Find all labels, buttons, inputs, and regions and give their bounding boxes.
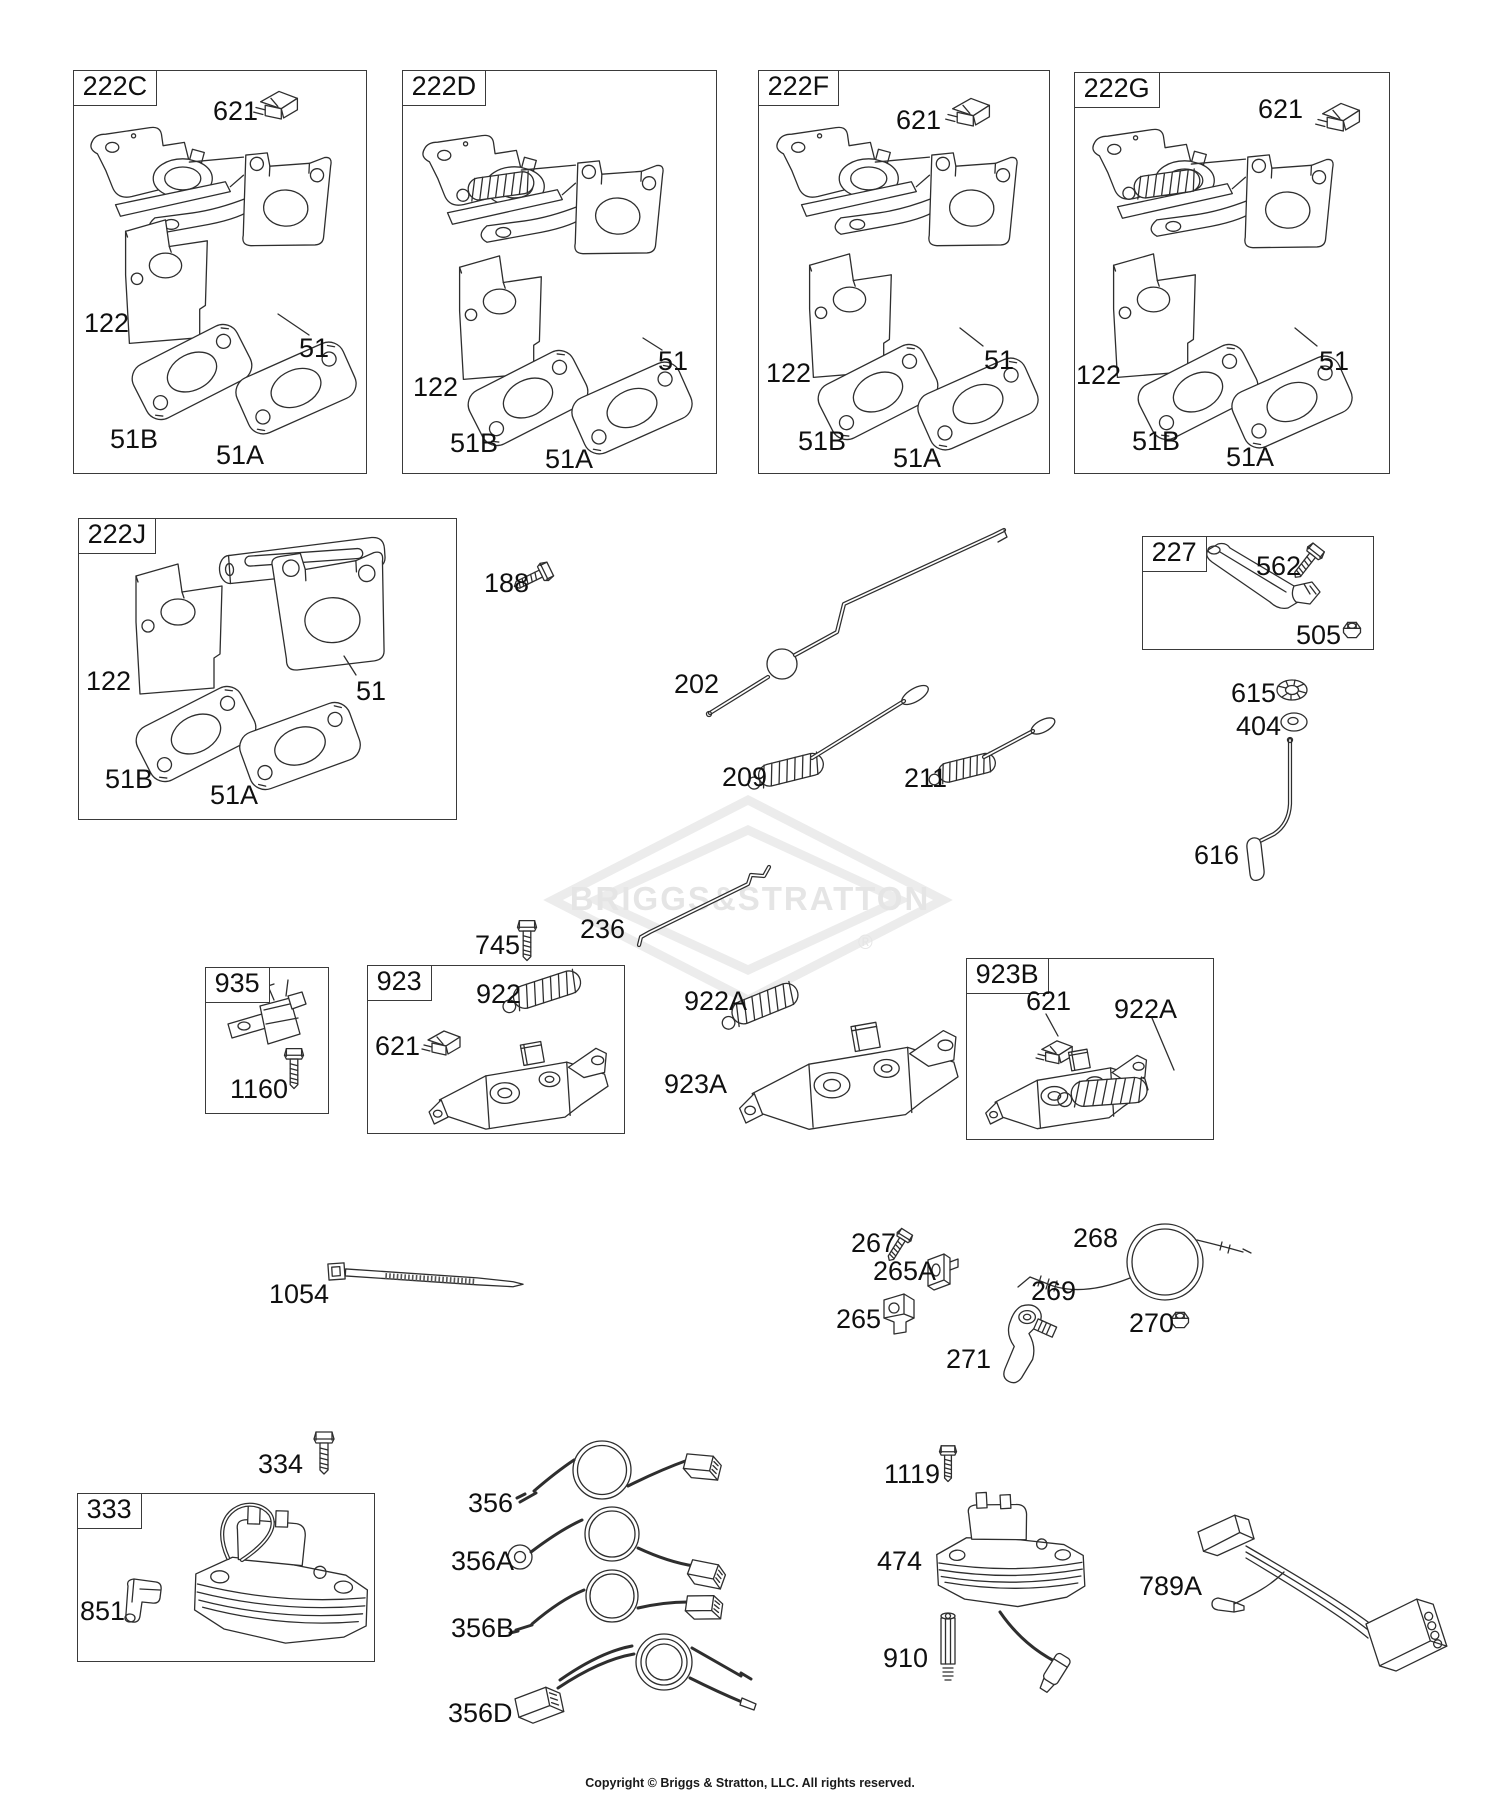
armature-474-lead — [1000, 1612, 1058, 1663]
callout-333-851: 851 — [80, 1596, 126, 1626]
callout-227-505: 505 — [1296, 620, 1342, 650]
wire-356B-connector — [684, 1592, 723, 1623]
stop-wire-356B — [532, 1590, 584, 1624]
callout-265: 265 — [836, 1304, 882, 1334]
callout-271: 271 — [946, 1344, 992, 1374]
callout-222f-621: 621 — [896, 105, 942, 135]
group-label-923B: 923B — [966, 958, 1049, 995]
link-202-loop — [767, 649, 797, 679]
callout-923-922: 922 — [476, 979, 522, 1009]
callout-1119: 1119 — [884, 1459, 941, 1489]
callout-923-621: 621 — [375, 1031, 421, 1061]
wire-356A-connector — [685, 1556, 728, 1593]
callout-404: 404 — [1236, 711, 1282, 741]
group-box-923B — [966, 958, 1214, 1140]
callout-236: 236 — [580, 914, 626, 944]
group-box-222D — [402, 70, 717, 474]
group-box-222G — [1074, 72, 1390, 474]
callout-789a: 789A — [1139, 1571, 1203, 1601]
group-label-333: 333 — [77, 1493, 142, 1530]
callout-222g-51a: 51A — [1226, 442, 1275, 472]
group-label-227: 227 — [1142, 536, 1207, 573]
callout-356: 356 — [468, 1488, 514, 1518]
armature-474-boot — [1037, 1652, 1072, 1694]
group-box-333 — [77, 1493, 375, 1662]
callout-356a: 356A — [451, 1546, 515, 1576]
casing-clamp-265 — [884, 1294, 914, 1334]
callout-188: 188 — [484, 568, 530, 598]
callout-222d-122: 122 — [413, 372, 459, 402]
control-lever-271 — [1004, 1305, 1057, 1383]
callout-222c-51a: 51A — [216, 440, 265, 470]
callout-923b-922a: 922A — [1114, 994, 1178, 1024]
callout-615: 615 — [1231, 678, 1277, 708]
callout-211: 211 — [904, 763, 948, 793]
callout-209: 209 — [722, 762, 768, 792]
screw-745 — [518, 921, 537, 961]
stop-wire-356 — [534, 1460, 574, 1491]
callout-356d: 356D — [448, 1698, 513, 1728]
choke-lever-616 — [1260, 740, 1290, 841]
group-label-935: 935 — [205, 967, 270, 1004]
lock-washer-615 — [1277, 680, 1307, 700]
washer-404 — [1281, 713, 1307, 731]
callout-356b: 356B — [451, 1613, 515, 1643]
callout-222g-122: 122 — [1076, 360, 1122, 390]
callout-222g-51b: 51B — [1132, 426, 1181, 456]
standoff-910 — [941, 1613, 955, 1680]
callout-923b-621: 621 — [1026, 986, 1072, 1016]
wiring-harness-789A — [1196, 1512, 1449, 1675]
callout-616: 616 — [1194, 840, 1240, 870]
cable-tie-1054 — [327, 1262, 524, 1290]
callout-222g-621: 621 — [1258, 94, 1304, 124]
callout-269: 269 — [1031, 1276, 1077, 1306]
callout-222c-621: 621 — [213, 96, 259, 126]
group-label-923: 923 — [367, 965, 432, 1002]
copyright-notice: Copyright © Briggs & Stratton, LLC. All rights reserved. — [585, 1776, 915, 1790]
callout-222d-51: 51 — [658, 346, 689, 376]
callout-222d-51a: 51A — [545, 444, 594, 474]
ignition-armature-474 — [934, 1488, 1086, 1611]
callout-474: 474 — [877, 1546, 923, 1576]
registered-trademark-icon: ® — [858, 932, 873, 954]
group-label-222D: 222D — [402, 70, 487, 107]
callout-222f-51b: 51B — [798, 426, 847, 456]
wire-356-connector — [682, 1450, 723, 1484]
screw-1119 — [940, 1446, 957, 1482]
group-box-222C — [73, 70, 367, 474]
callout-745: 745 — [475, 930, 521, 960]
callout-923a-922a: 922A — [684, 986, 748, 1016]
watermark-brand-text: BRIGGS&STRATTON — [569, 880, 931, 917]
group-label-222G: 222G — [1074, 72, 1160, 109]
callout-935-1160: 1160 — [230, 1074, 289, 1104]
callout-923a: 923A — [664, 1069, 728, 1099]
callout-222j-51: 51 — [356, 676, 387, 706]
callout-1054: 1054 — [269, 1279, 330, 1309]
group-label-222C: 222C — [73, 70, 158, 107]
callout-222c-51: 51 — [299, 333, 330, 363]
stop-wire-356D — [558, 1646, 634, 1688]
group-label-222F: 222F — [758, 70, 840, 107]
callout-222j-122: 122 — [86, 666, 132, 696]
wire-356D-connector — [514, 1685, 565, 1726]
callout-227-562: 562 — [1256, 551, 1302, 581]
control-cable-268 — [1127, 1224, 1203, 1300]
group-label-222J: 222J — [78, 518, 157, 555]
callout-267: 267 — [851, 1228, 897, 1258]
callout-270: 270 — [1129, 1308, 1175, 1338]
callout-222d-51b: 51B — [450, 428, 499, 458]
control-bracket-assembly-923A — [740, 1022, 958, 1129]
callout-334: 334 — [258, 1449, 304, 1479]
callout-222c-51b: 51B — [110, 424, 159, 454]
callout-265a: 265A — [873, 1256, 937, 1286]
callout-222f-122: 122 — [766, 358, 812, 388]
callout-222j-51a: 51A — [210, 780, 259, 810]
callout-222f-51a: 51A — [893, 443, 942, 473]
callout-268: 268 — [1073, 1223, 1119, 1253]
callout-222j-51b: 51B — [105, 764, 154, 794]
callout-202: 202 — [674, 669, 720, 699]
callout-910: 910 — [883, 1643, 929, 1673]
callout-222c-122: 122 — [84, 308, 130, 338]
bolt-334 — [314, 1432, 334, 1474]
wire-356-tip — [517, 1493, 536, 1502]
callout-222f-51: 51 — [984, 345, 1015, 375]
stop-wire-356A — [531, 1520, 582, 1552]
callout-222g-51: 51 — [1319, 346, 1350, 376]
